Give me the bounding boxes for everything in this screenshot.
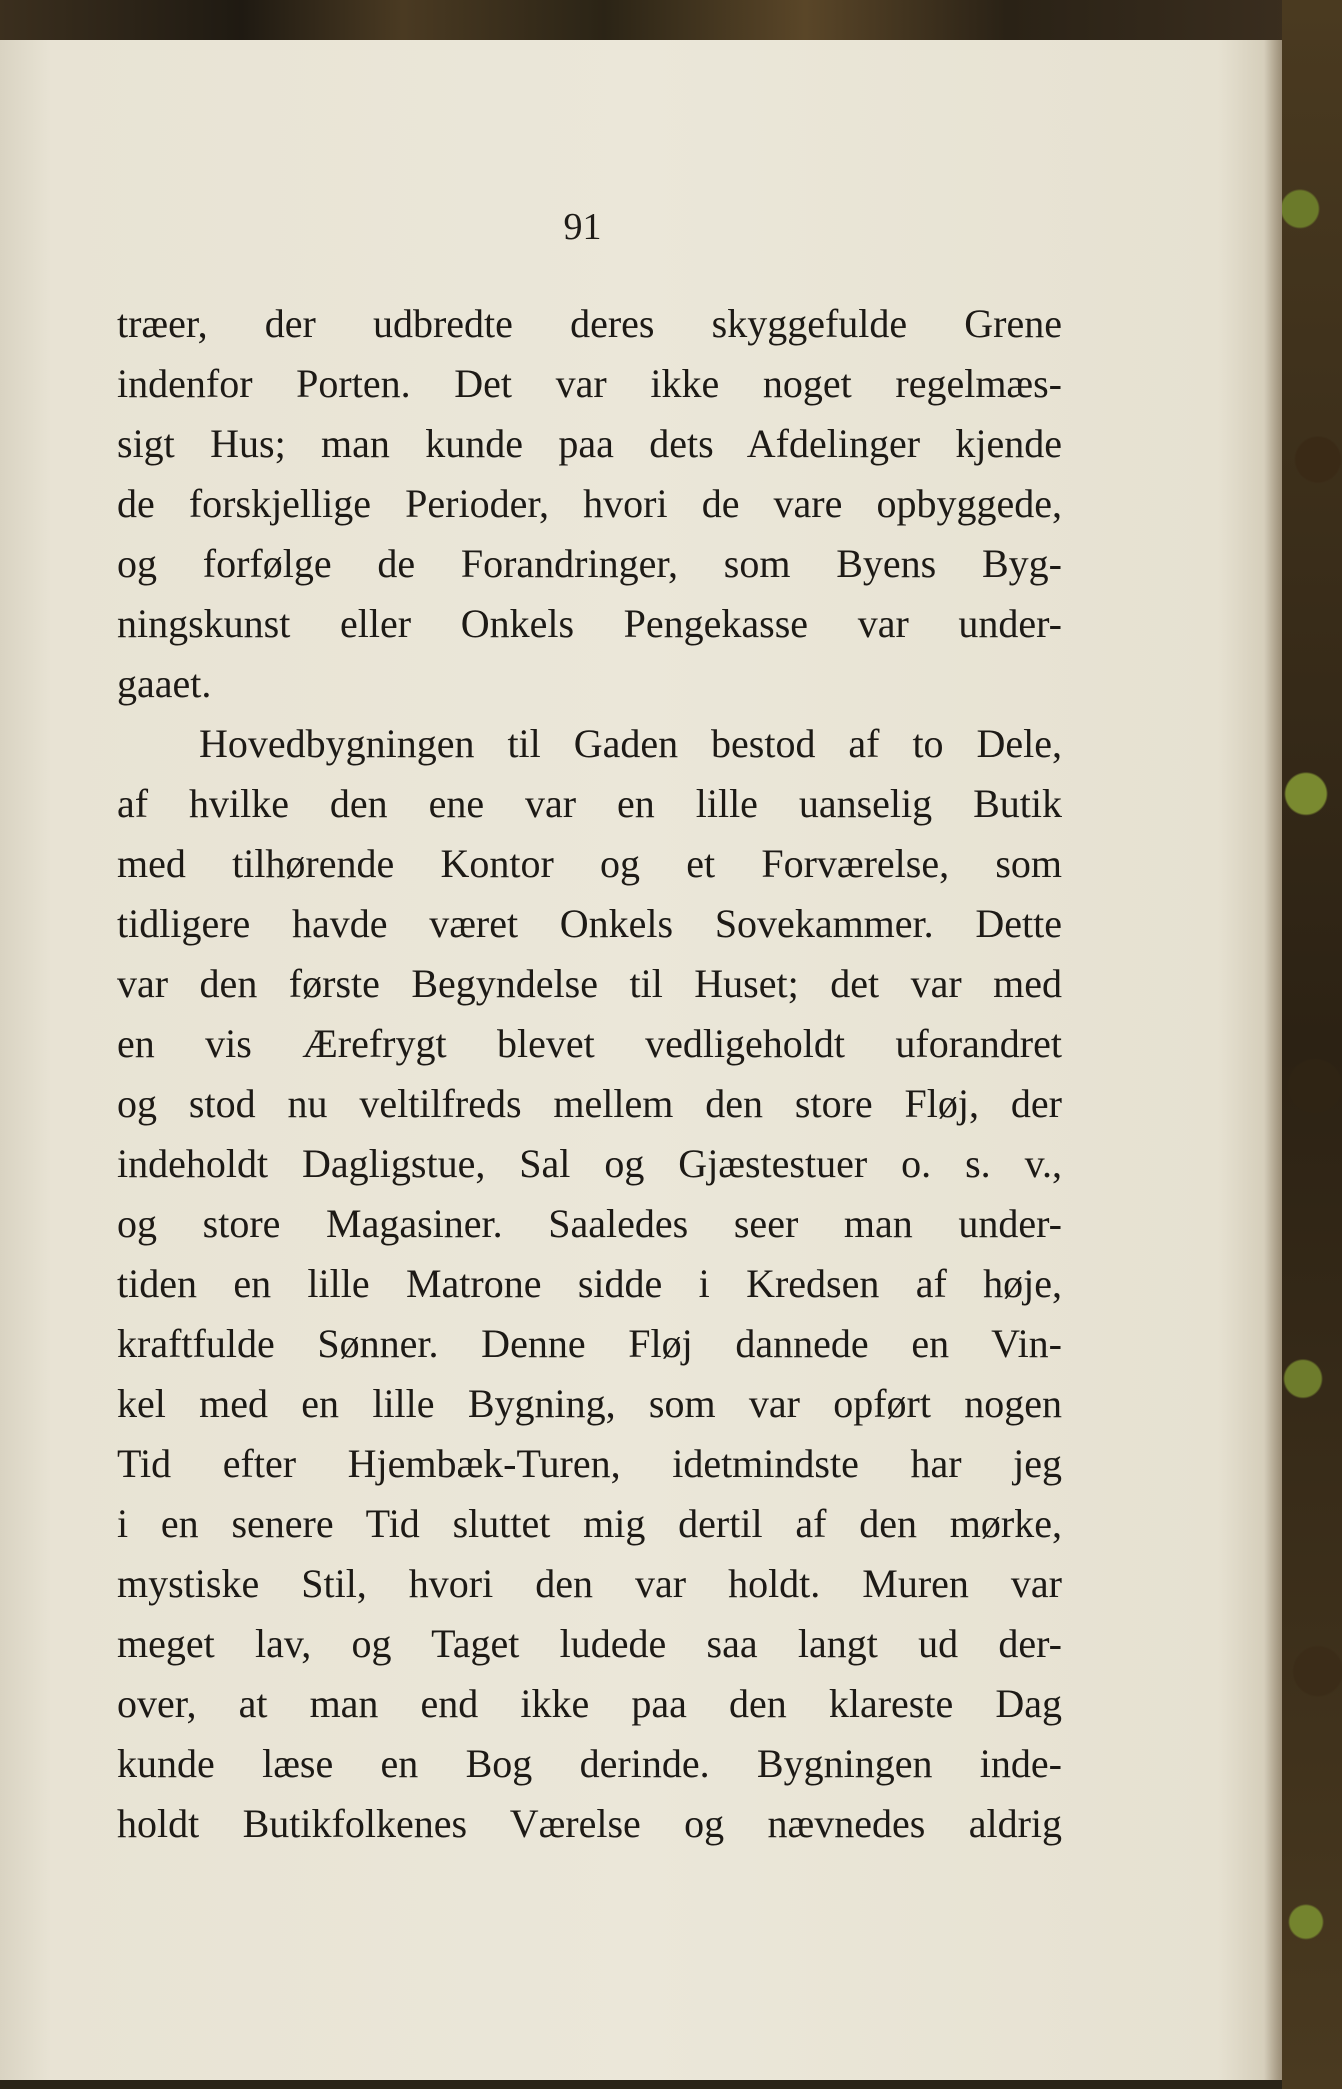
page-gutter-shadow <box>1264 40 1282 2080</box>
text-line: træer, der udbredte deres skyggefulde Grene <box>117 301 1062 346</box>
text-line: ningskunst eller Onkels Pengekasse var under- <box>117 601 1062 646</box>
text-line: kunde læse en Bog derinde. Bygningen inde- <box>117 1741 1062 1786</box>
text-line: og store Magasiner. Saaledes seer man under- <box>117 1201 1062 1246</box>
text-line: Hovedbygningen til Gaden bestod af to Dele, <box>199 721 1062 766</box>
text-line: var den første Begyndelse til Huset; det var med <box>117 961 1062 1006</box>
text-line: holdt Butikfolkenes Værelse og nævnedes aldrig <box>117 1801 1062 1846</box>
text-line: mystiske Stil, hvori den var holdt. Muren var <box>117 1561 1062 1606</box>
text-line: indenfor Porten. Det var ikke noget regelmæs- <box>117 361 1062 406</box>
text-line: tiden en lille Matrone sidde i Kredsen af høje, <box>117 1261 1062 1306</box>
text-line: kel med en lille Bygning, som var opført nogen <box>117 1381 1062 1426</box>
text-line: tidligere havde været Onkels Sovekammer. Dette <box>117 901 1062 946</box>
text-line: indeholdt Dagligstue, Sal og Gjæstestuer o. s. v., <box>117 1141 1062 1186</box>
body-text <box>117 294 1062 1854</box>
text-line: de forskjellige Perioder, hvori de vare opbyggede, <box>117 481 1062 526</box>
text-line: af hvilke den ene var en lille uanselig Butik <box>117 781 1062 826</box>
text-line: meget lav, og Taget ludede saa langt ud der- <box>117 1621 1062 1666</box>
text-line: og stod nu veltilfreds mellem den store Fløj, der <box>117 1081 1062 1126</box>
text-line: over, at man end ikke paa den klareste Dag <box>117 1681 1062 1726</box>
text-line: kraftfulde Sønner. Denne Fløj dannede en Vin- <box>117 1321 1062 1366</box>
text-line: gaaet. <box>117 661 212 706</box>
text-line: Tid efter Hjembæk-Turen, idetmindste har jeg <box>117 1441 1062 1486</box>
book-top-edge <box>0 0 1342 40</box>
text-line: en vis Ærefrygt blevet vedligeholdt uforandret <box>117 1021 1062 1066</box>
text-line: i en senere Tid sluttet mig dertil af den mørke, <box>117 1501 1062 1546</box>
page-number: 91 <box>563 206 602 248</box>
text-line: sigt Hus; man kunde paa dets Afdelinger kjende <box>117 421 1062 466</box>
text-line: med tilhørende Kontor og et Forværelse, som <box>117 841 1062 886</box>
text-line: og forfølge de Forandringer, som Byens Byg- <box>117 541 1062 586</box>
marbled-cover-edge <box>1282 0 1342 2089</box>
